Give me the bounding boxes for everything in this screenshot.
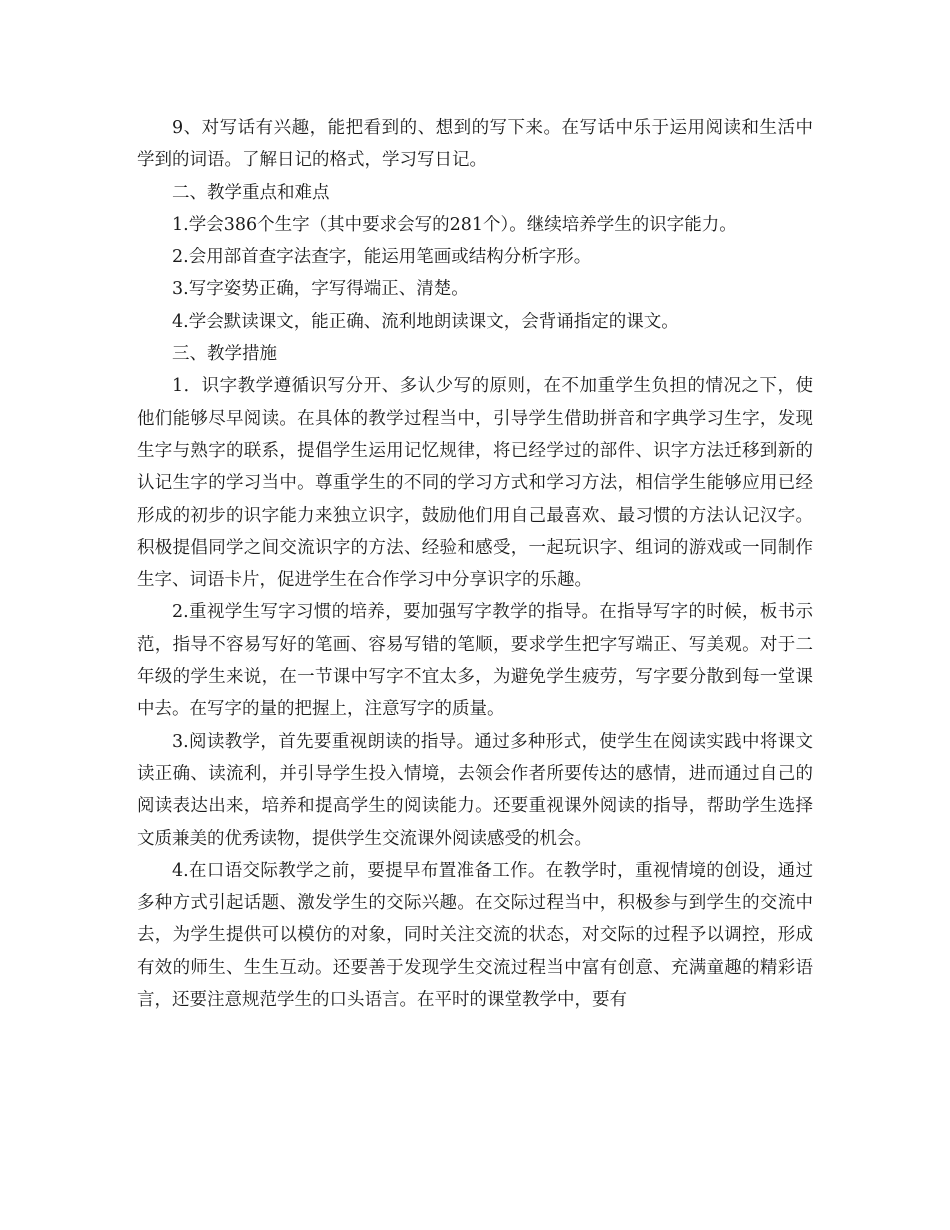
section-heading-measures: 三、教学措施 <box>172 344 277 365</box>
measure-2-writing: 2.重视学生写字习惯的培养，要加强写字教学的指导。在指导写字的时候，板书示范，指导不容易写好的笔画、容易写错的笔顺，要求学生把字写端正、写美观。对于二年级的学生来说，在一节课中写字不宜太多，为避免学生疲劳，写字要分散到每一堂课中去。在写字的量的把握上，注意写字的质量。 <box>137 602 813 720</box>
measure-1-literacy: 1．识字教学遵循识写分开、多认少写的原则，在不加重学生负担的情况之下，使他们能够尽早阅读。在具体的教学过程当中，引导学生借助拼音和字典学习生字，发现生字与熟字的联系，提倡学生运用记忆规律，将已经学过的部件、识字方法迁移到新的认记生字的学习当中。尊重学生的不同的学习方式和学习方法，相信学生能够应用已经形成的初步的识字能力来独立识字，鼓励他们用自己最喜欢、最习惯的方法认记汉字。积极提倡同学之间交流识字的方法、经验和感受，一起玩识字、组词的游戏或一同制作生字、词语卡片，促进学生在合作学习中分享识字的乐趣。 <box>137 376 813 591</box>
key-point-4: 4.学会默读课文，能正确、流利地朗读课文，会背诵指定的课文。 <box>172 311 679 332</box>
key-point-3: 3.写字姿势正确，字写得端正、清楚。 <box>172 279 469 300</box>
measure-3-reading: 3.阅读教学，首先要重视朗读的指导。通过多种形式，使学生在阅读实践中将课文读正确、读流利，并引导学生投入情境，去领会作者所要传达的感情，进而通过自己的阅读表达出来，培养和提高学生的阅读能力。还要重视课外阅读的指导，帮助学生选择文质兼美的优秀读物，提供学生交流课外阅读感受的机会。 <box>137 731 813 849</box>
section-heading-key-points: 二、教学重点和难点 <box>172 182 330 203</box>
key-point-1: 1.学会386个生字（其中要求会写的281个）。继续培养学生的识字能力。 <box>172 214 737 235</box>
document-body <box>137 112 813 1016</box>
measure-4-oral-communication: 4.在口语交际教学之前，要提早布置准备工作。在教学时，重视情境的创设，通过多种方式引起话题、激发学生的交际兴趣。在交际过程当中，积极参与到学生的交流中去，为学生提供可以模仿的对象，同时关注交流的状态，对交际的过程予以调控，形成有效的师生、生生互动。还要善于发现学生交流过程当中富有创意、充满童趣的精彩语言，还要注意规范学生的口头语言。在平时的课堂教学中，要有 <box>137 860 813 1011</box>
key-point-2: 2.会用部首查字法查字，能运用笔画或结构分析字形。 <box>172 247 592 268</box>
paragraph-writing-interest: 9、对写话有兴趣，能把看到的、想到的写下来。在写话中乐于运用阅读和生活中学到的词语。了解日记的格式，学习写日记。 <box>137 118 813 171</box>
